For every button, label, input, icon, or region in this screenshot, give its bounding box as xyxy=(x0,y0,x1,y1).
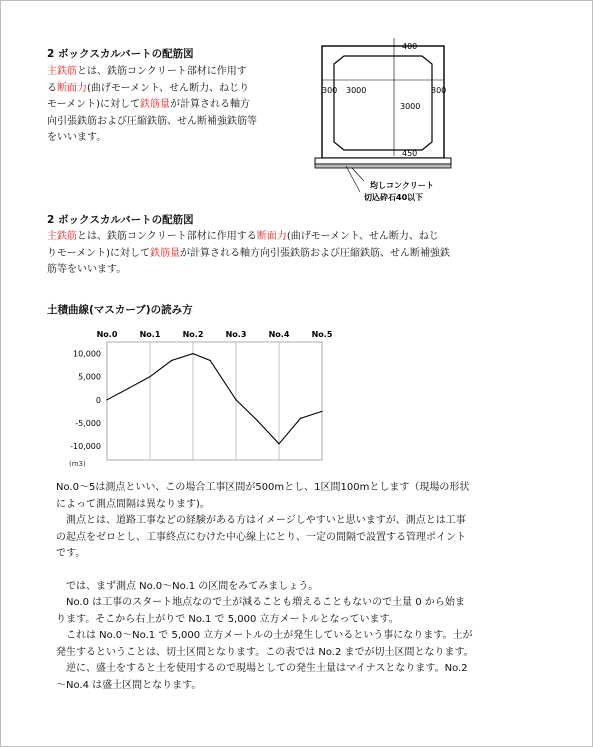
section2-line: 主鉄筋とは、鉄筋コンクリート部材に作用する断面力(曲げモーメント、せん断力、ねじ xyxy=(47,231,439,242)
body-line: によって測点間隔は異なります)。 xyxy=(56,498,210,510)
chart-grid xyxy=(107,342,322,460)
section1-line: をいいます。 xyxy=(47,132,107,143)
term-rebar-quantity: 鉄筋量 xyxy=(150,247,181,259)
term-main-rebar: 主鉄筋 xyxy=(47,231,77,242)
body-text xyxy=(56,480,474,694)
chart-x-tick-labels xyxy=(97,330,333,339)
body-line: ～No.4 は盛土区間となります。 xyxy=(56,679,202,691)
body-line: では、まず測点 No.0～No.1 の区間をみてみましょう。 xyxy=(56,580,319,592)
chart-point xyxy=(257,420,258,421)
dim-top-slab: 400 xyxy=(402,42,418,51)
dim-inner-height: 3000 xyxy=(400,102,421,111)
chart-point xyxy=(149,376,150,377)
section2-line: 筋等をいいます。 xyxy=(47,264,127,275)
chart-point xyxy=(300,418,301,419)
body-line: の起点をゼロとし、工事終点にむけた中心線上にとり、一定の間隔で設置する管理ポイント xyxy=(56,531,466,543)
chart-point xyxy=(171,360,172,361)
term-rebar-quantity: 鉄筋量 xyxy=(140,99,171,110)
section2-line: りモーメント)に対して鉄筋量が計算される軸方向引張鉄筋および圧縮鉄筋、せん断補強鉄 xyxy=(47,247,451,259)
chart-y-tick-label: 0 xyxy=(95,395,101,405)
gravel-layer xyxy=(315,164,451,168)
body-line: です。 xyxy=(56,548,86,559)
chart-y-tick-label: 5,000 xyxy=(78,372,101,382)
leveling-concrete xyxy=(315,158,451,164)
body-line: 逆に、盛土をすると土を使用するので現場としての発生土量はマイナスとなります。No.2 xyxy=(56,663,468,674)
body-line: No.0 は工事のスタート地点なので土が減ることも増えることもないので土量 0 から始ま xyxy=(56,597,465,608)
body-line: これは No.0～No.1 で 5,000 立方メートルの土が発生しているという事になります。土が xyxy=(56,630,473,641)
section2-heading: 2 ボックスカルバートの配筋図 xyxy=(47,214,194,226)
chart-y-unit: (m3) xyxy=(69,460,86,468)
label-gravel: 切込砕石40以下 xyxy=(364,193,424,202)
chart-frame xyxy=(107,342,322,460)
section3-heading: 土積曲線(マスカーブ)の読み方 xyxy=(47,304,193,316)
mass-curve-chart xyxy=(52,322,352,472)
chart-y-tick-label: -5,000 xyxy=(75,418,101,428)
chart-x-tick-label: No.5 xyxy=(311,330,333,339)
box-culvert-diagram xyxy=(300,28,470,208)
chart-point xyxy=(321,411,322,412)
body-line: 測点とは、道路工事などの経験がある方はイメージしやすいと思いますが、測点とは工事 xyxy=(56,515,466,526)
dim-bottom-slab: 450 xyxy=(402,149,418,158)
term-main-rebar: 主鉄筋 xyxy=(47,66,77,77)
chart-point xyxy=(210,360,211,361)
leveling-leader-line xyxy=(352,168,364,181)
section1-heading: 2 ボックスカルバートの配筋図 xyxy=(47,48,194,60)
body-line: ります。そこから右上がりで No.1 で 5,000 立方メートルとなっています。 xyxy=(56,613,399,625)
section1-line: る断面力(曲げモーメント、せん断力、ねじり xyxy=(47,82,250,94)
chart-y-tick-labels xyxy=(70,350,101,452)
term-section-force: 断面力 xyxy=(57,82,87,94)
section2-text xyxy=(47,229,450,279)
section1-line: 向引張鉄筋および圧縮鉄筋、せん断補強鉄筋等 xyxy=(47,115,257,127)
chart-x-tick-label: No.2 xyxy=(182,330,204,339)
chart-series xyxy=(106,353,322,444)
chart-point xyxy=(128,388,129,389)
gravel-leader-line xyxy=(346,166,360,192)
chart-y-tick-label: -10,000 xyxy=(70,442,101,452)
chart-point xyxy=(235,399,236,400)
chart-y-tick-label: 10,000 xyxy=(73,349,101,359)
chart-point xyxy=(192,353,193,354)
term-section-force: 断面力 xyxy=(256,231,287,242)
dim-left-wall: 300 xyxy=(322,86,338,95)
body-line: No.0～5は測点といい、この場合工事区間が500mとし、1区間100mとします（現場の形状 xyxy=(56,482,470,493)
body-line: 発生するということは、切土区間となります。この表では No.2 までが切土区間となります。 xyxy=(56,646,474,658)
section1-line: 主鉄筋とは、鉄筋コンクリート部材に作用す xyxy=(47,66,247,77)
dim-right-wall: 300 xyxy=(431,86,447,95)
chart-x-tick-label: No.3 xyxy=(225,330,247,339)
chart-x-tick-label: No.4 xyxy=(268,330,290,339)
mass-curve-line xyxy=(107,354,322,444)
chart-point xyxy=(106,399,107,400)
culvert-outer-wall xyxy=(322,46,447,158)
section1-text xyxy=(47,64,257,147)
chart-x-tick-label: No.1 xyxy=(139,330,161,339)
label-leveling-concrete: 均しコンクリート xyxy=(370,181,434,190)
section1-line: モーメント)に対して鉄筋量が計算される軸方 xyxy=(47,99,251,110)
chart-point xyxy=(278,443,279,444)
chart-x-tick-label: No.0 xyxy=(96,330,118,339)
dim-inner-width: 3000 xyxy=(346,86,367,95)
